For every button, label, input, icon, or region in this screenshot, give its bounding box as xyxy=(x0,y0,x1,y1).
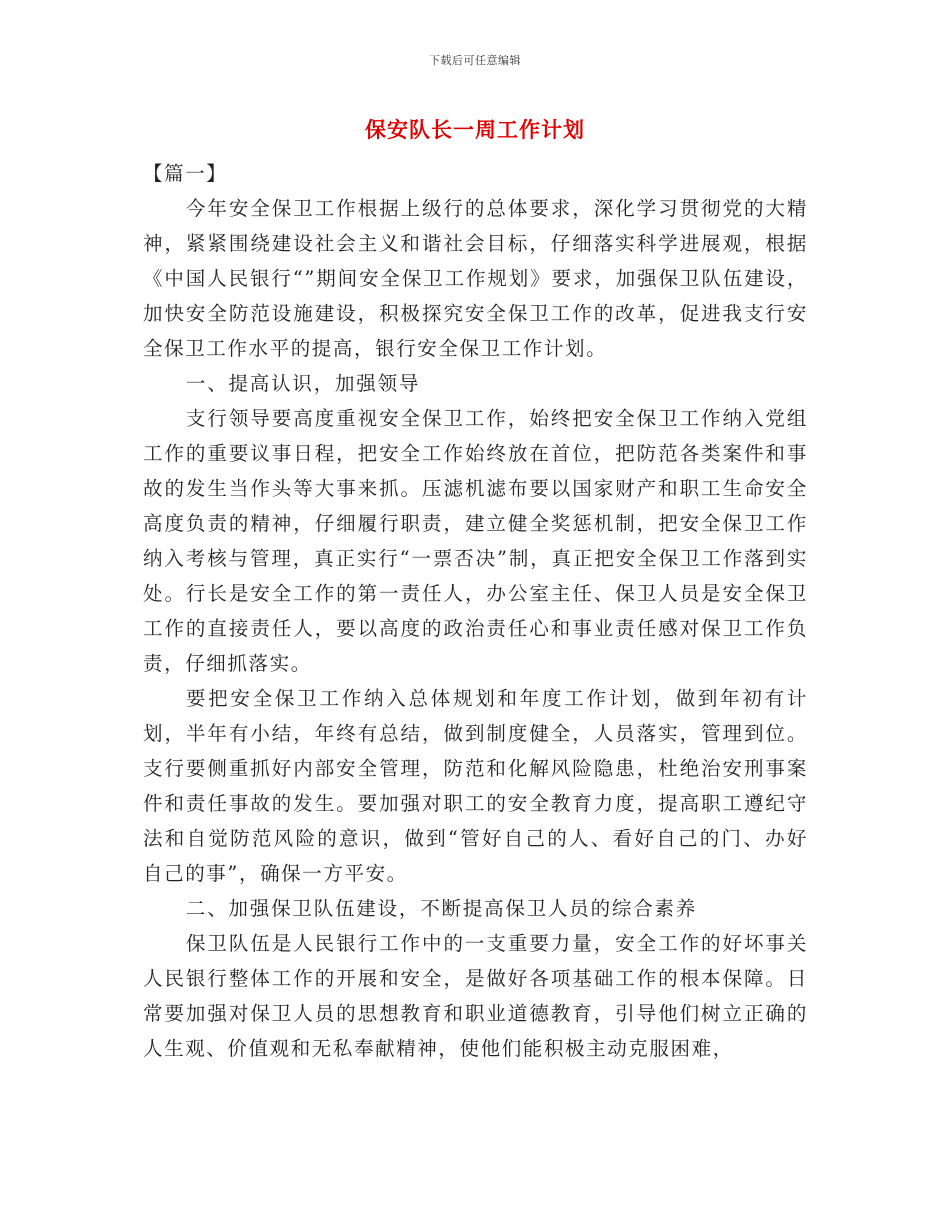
document-body xyxy=(143,156,808,1066)
paragraph-planning: 要把安全保卫工作纳入总体规划和年度工作计划，做到年初有计划，半年有小结，年终有总结，做到制度健全，人员落实，管理到位。支行要侧重抓好内部安全管理，防范和化解风险隐患，杜绝治安刑事案件和责任事故的发生。要加强对职工的安全教育力度，提高职工遵纪守法和自觉防范风险的意识，做到“管好自己的人、看好自己的门、办好自己的事”，确保一方平安。 xyxy=(143,687,808,885)
paragraph-intro: 今年安全保卫工作根据上级行的总体要求，深化学习贯彻党的大精神，紧紧围绕建设社会主义和谐社会目标，仔细落实科学进展观，根据《中国人民银行“”期间安全保卫工作规划》要求，加强保卫队伍建设，加快安全防范设施建设，积极探究安全保卫工作的改革，促进我支行安全保卫工作水平的提高，银行安全保卫工作计划。 xyxy=(143,197,808,360)
document-title: 保安队长一周工作计划 xyxy=(365,117,585,142)
header-note: 下载后可任意编辑 xyxy=(429,54,521,67)
heading-two: 二、加强保卫队伍建设，不断提高保卫人员的综合素养 xyxy=(185,897,698,920)
heading-one: 一、提高认识，加强领导 xyxy=(185,372,421,395)
section-label: 【篇一】 xyxy=(143,162,228,185)
paragraph-team: 保卫队伍是人民银行工作中的一支重要力量，安全工作的好坏事关人民银行整体工作的开展和安全，是做好各项基础工作的根本保障。日常要加强对保卫人员的思想教育和职业道德教育，引导他们树立正确的人生观、价值观和无私奉献精神，使他们能积极主动克服困难， xyxy=(143,932,808,1060)
paragraph-leadership: 支行领导要高度重视安全保卫工作，始终把安全保卫工作纳入党组工作的重要议事日程，把安全工作始终放在首位，把防范各类案件和事故的发生当作头等大事来抓。压滤机滤布要以国家财产和职工生命安全高度负责的精神，仔细履行职责，建立健全奖惩机制，把安全保卫工作纳入考核与管理，真正实行“一票否决”制，真正把安全保卫工作落到实处。行长是安全工作的第一责任人，办公室主任、保卫人员是安全保卫工作的直接责任人，要以高度的政治责任心和事业责任感对保卫工作负责，仔细抓落实。 xyxy=(143,407,808,675)
